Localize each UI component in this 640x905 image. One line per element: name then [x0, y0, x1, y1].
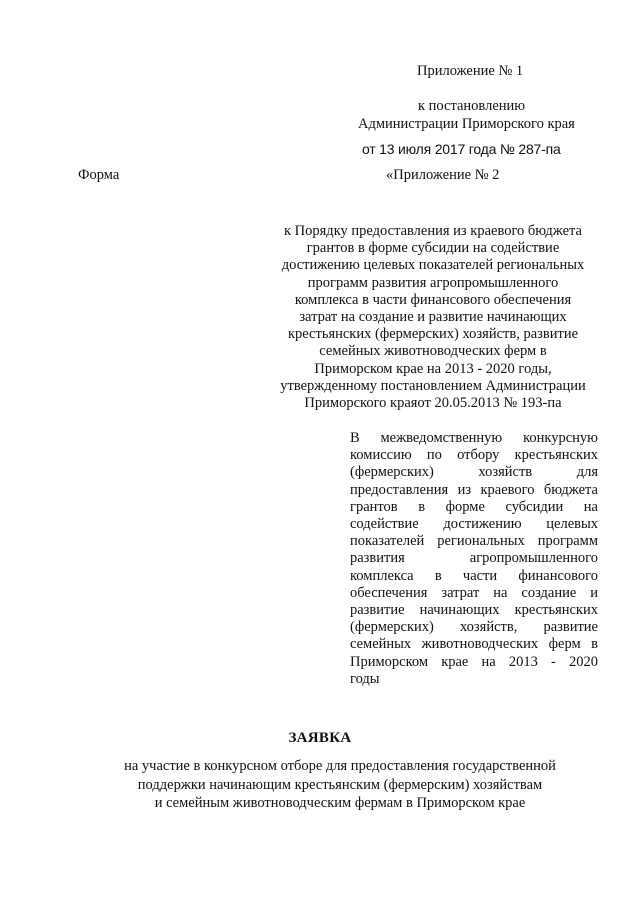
addressee-line: развитие начинающих крестьянских	[350, 602, 598, 619]
addressee-line: комиссию по отбору крестьянских	[350, 447, 598, 464]
addressee-line: показателей региональных программ	[350, 533, 598, 550]
subtitle-line: и семейным животноводческим фермам в Приморском крае	[154, 795, 526, 811]
addressee-line: Приморском крае на 2013 - 2020	[350, 653, 598, 670]
order-line: достижению целевых показателей региональных	[281, 257, 585, 274]
addressee-line: комплекса в части финансового	[350, 567, 598, 584]
subtitle-line: поддержки начинающим крестьянским (фермерским) хозяйствам	[137, 776, 543, 793]
addressee-line: семейных животноводческих ферм в	[350, 636, 598, 653]
addressee-line: В межведомственную конкурсную	[350, 430, 598, 446]
form-label: Форма	[78, 167, 120, 183]
addressee-line: годы	[350, 670, 380, 687]
order-line: крестьянских (фермерских) хозяйств, развитие	[287, 326, 579, 343]
addressee-line: (фермерских) хозяйств, развитие	[350, 619, 598, 636]
addressee-line: развития агропромышленного	[350, 550, 598, 567]
administration-label: Администрации Приморского края	[358, 116, 575, 132]
addressee-line: предоставления из краевого бюджета	[350, 481, 598, 498]
addressee-line: (фермерских) хозяйств для	[350, 464, 598, 481]
addressee-line: содействие достижению целевых	[350, 516, 598, 533]
order-line: комплекса в части финансового обеспечения	[294, 291, 572, 308]
order-line: затрат на создание и развитие начинающих	[299, 309, 567, 326]
order-line: Приморском крае на 2013 - 2020 годы,	[314, 360, 552, 377]
document-subtitle	[80, 757, 600, 813]
document-title: ЗАЯВКА	[288, 730, 352, 746]
addressee-line: обеспечения затрат на создание и	[350, 584, 598, 601]
addressee-line: грантов в форме субсидии на	[350, 498, 598, 515]
addressee-block	[350, 430, 598, 688]
order-line: программ развития агропромышленного	[307, 274, 559, 291]
order-line: грантов в форме субсидии на содействие	[306, 240, 560, 257]
subtitle-line: на участие в конкурсном отборе для предоставления государственной	[124, 758, 556, 774]
order-line: к Порядку предоставления из краевого бюджета	[284, 223, 582, 239]
order-line: Приморского краяот 20.05.2013 № 193-па	[304, 395, 562, 412]
appendix-1-label: Приложение № 1	[417, 63, 524, 79]
to-resolution-label: к постановлению	[418, 98, 526, 114]
resolution-date-label: от 13 июля 2017 года № 287-па	[362, 141, 561, 157]
appendix-2-label: «Приложение № 2	[386, 167, 500, 183]
order-line: семейных животноводческих ферм в	[319, 343, 547, 360]
order-reference-block	[268, 223, 598, 412]
order-line: утвержденному постановлением Администрации	[280, 377, 586, 394]
